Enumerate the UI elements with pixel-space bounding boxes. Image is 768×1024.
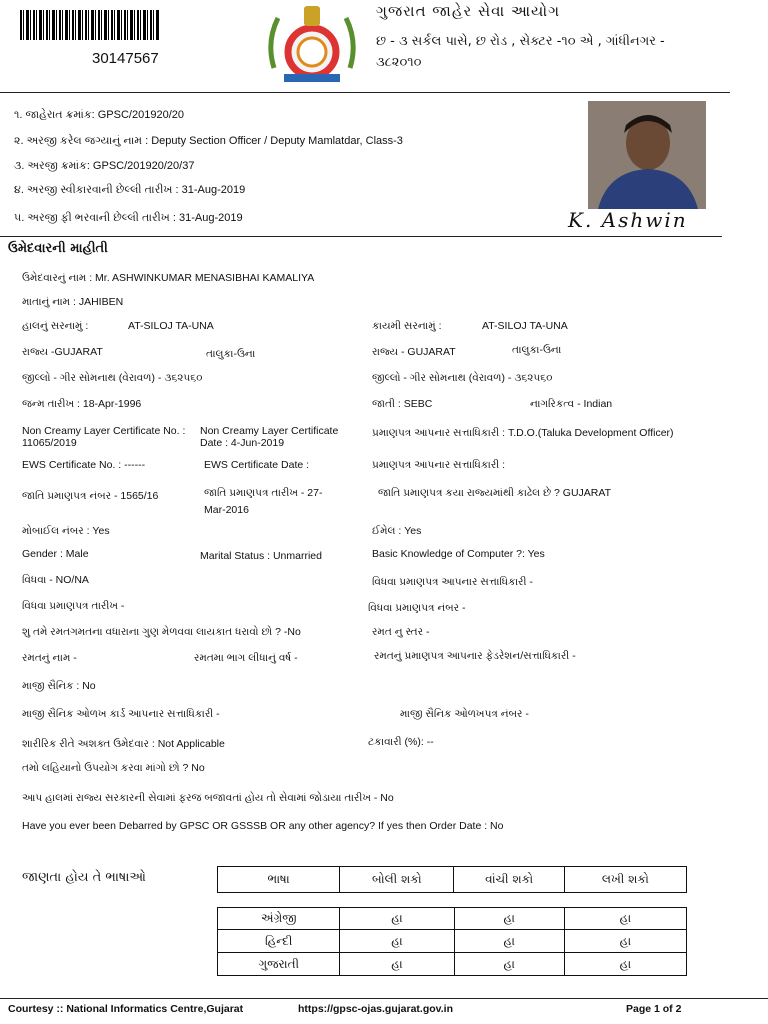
current-address-label: હાલનું સરનામું : — [22, 320, 89, 332]
can-speak: હા — [340, 930, 454, 953]
disability: શારીરિક રીતે અશક્ત ઉમેદવાર : Not Applicable — [22, 738, 225, 750]
org-address-line2: ૩૮૨૦૧૦ — [376, 55, 422, 70]
can-read: હા — [454, 953, 564, 976]
advert-no: ૧. જાહેરાત ક્રમાંક: GPSC/201920/20 — [14, 109, 184, 121]
caste-cert-no: જાતિ પ્રમાણપત્ર નંબર - 1565/16 — [22, 490, 159, 502]
languages-label: જાણતા હોય તે ભાષાઓ — [22, 870, 146, 885]
header-divider — [0, 92, 730, 93]
ex-serviceman: માજી સૈનિક : No — [22, 680, 96, 692]
govt-service-join-date: આપ હાલમાં રાજ્ય સરકારની સેવામાં ફરજ બજાવતાં હોય તો સેવામાં જોડાયા તારીખ - No — [22, 792, 394, 804]
candidate-signature: K. Ashwin — [568, 208, 688, 232]
current-taluka: તાલુકા-ઉના — [206, 348, 256, 360]
ex-serviceman-id-no: માજી સૈનિક ઓળખપત્ર નંબર - — [400, 708, 529, 720]
email: ઈમેલ : Yes — [372, 525, 422, 537]
scribe-required: તમો લહિયાનો ઉપયોગ કરવા માંગો છો ? No — [22, 762, 205, 774]
current-address: AT-SILOJ TA-UNA — [128, 320, 214, 332]
mobile: મોબાઈલ નંબર : Yes — [22, 525, 110, 537]
barcode-number: 30147567 — [92, 50, 159, 67]
footer-page-number: Page 1 of 2 — [626, 1003, 682, 1015]
last-date-fee: ૫. અરજી ફી ભરવાની છેલ્લી તારીખ : 31-Aug-2019 — [14, 212, 243, 224]
debarred-status: Have you ever been Debarred by GPSC OR GSSSB OR any other agency? If yes then Order Date : No — [22, 820, 504, 832]
nationality: નાગરિકત્વ - Indian — [530, 398, 613, 410]
org-name: ગુજરાત જાહેર સેવા આયોગ — [376, 2, 561, 20]
table-row — [218, 953, 687, 976]
header-can-read: વાંચી શકો — [454, 867, 564, 893]
sports-level: રમત નુ સ્તર - — [372, 626, 430, 638]
candidate-name: ઉમેદવારનું નામ : Mr. ASHWINKUMAR MENASIBHAI KAMALIYA — [22, 272, 315, 284]
widow-cert-authority: વિધવા પ્રમાણપત્ર આપનાર સત્તાધિકારી - — [372, 576, 533, 588]
post-name: ૨. અરજી કરેલ જગ્યાનું નામ : Deputy Section Officer / Deputy Mamlatdar, Class-3 — [14, 135, 403, 147]
ews-cert-date: EWS Certificate Date : — [204, 459, 310, 471]
widow: વિધવા - NO/NA — [22, 574, 89, 586]
can-speak: હા — [340, 953, 454, 976]
languages-table — [217, 907, 687, 976]
computer-knowledge: Basic Knowledge of Computer ?: Yes — [372, 548, 545, 560]
header-language: ભાષા — [218, 867, 340, 893]
ncl-cert-date-label: Non Creamy Layer Certificate — [200, 425, 339, 437]
permanent-district: જીલ્લો - ગીર સોમનાથ (વેરાવળ) - ૩૬૨૫૬૦ — [372, 372, 553, 384]
language-name: અંગ્રેજી — [218, 908, 340, 930]
sports-name: રમતનું નામ - — [22, 652, 77, 664]
barcode — [20, 10, 160, 40]
header-can-speak: બોલી શકો — [340, 867, 454, 893]
can-write: હા — [564, 908, 686, 930]
footer-courtesy: Courtesy :: National Informatics Centre,Gujarat — [8, 1003, 244, 1015]
table-row — [218, 908, 687, 930]
permanent-address-label: કાયમી સરનામું : — [372, 320, 442, 332]
ncl-cert-no-label: Non Creamy Layer Certificate No. : — [22, 425, 186, 437]
ncl-cert-authority: પ્રમાણપત્ર આપનાર સત્તાધિકારી : T.D.O.(Taluka Development Officer) — [372, 427, 674, 439]
section-title: ઉમેદવારની માહીતી — [8, 241, 108, 256]
sports-year: રમતમા ભાગ લીધાનું વર્ષ - — [194, 652, 298, 664]
language-name: હિન્દી — [218, 930, 340, 953]
header-can-write: લખી શકો — [564, 867, 686, 893]
gender: Gender : Male — [22, 548, 89, 560]
caste-cert-date-label: જાતિ પ્રમાણપત્ર તારીખ - 27- — [204, 487, 323, 499]
can-write: હા — [564, 953, 686, 976]
caste: જાતી : SEBC — [372, 398, 433, 410]
permanent-address: AT-SILOJ TA-UNA — [482, 320, 568, 332]
permanent-taluka: તાલુકા-ઉના — [512, 344, 562, 356]
footer-url[interactable]: https://gpsc-ojas.gujarat.gov.in — [298, 1003, 453, 1015]
can-read: હા — [454, 930, 564, 953]
section-divider — [0, 236, 722, 237]
disability-percent: ટકાવારી (%): -- — [368, 736, 434, 748]
caste-cert-state: જાતિ પ્રમાણપત્ર કયા રાજ્યમાંથી કાઢેલ છે ? GUJARAT — [378, 487, 612, 499]
ncl-cert-no: 11065/2019 — [22, 437, 77, 449]
can-read: હા — [454, 908, 564, 930]
table-row — [218, 930, 687, 953]
ncl-cert-date: Date : 4-Jun-2019 — [200, 437, 285, 449]
date-of-birth: જન્મ તારીખ : 18-Apr-1996 — [22, 398, 142, 410]
marital-status: Marital Status : Unmarried — [200, 550, 322, 562]
can-write: હા — [564, 930, 686, 953]
current-district: જીલ્લો - ગીર સોમનાથ (વેરાવળ) - ૩૬૨૫૬૦ — [22, 372, 203, 384]
last-date-apply: ૪. અરજી સ્વીકારવાની છેલ્લી તારીખ : 31-Aug-2019 — [14, 184, 246, 196]
current-state: રાજ્ય -GUJARAT — [22, 346, 103, 358]
caste-cert-date: Mar-2016 — [204, 504, 249, 516]
languages-header-table — [217, 866, 687, 893]
language-name: ગુજરાતી — [218, 953, 340, 976]
ews-cert-no: EWS Certificate No. : ------ — [22, 459, 146, 471]
widow-cert-date: વિધવા પ્રમાણપત્ર તારીખ - — [22, 600, 125, 612]
candidate-photo — [588, 101, 706, 209]
sports-eligibility: શુ તમે રમતગમતના વધારાના ગુણ મેળવવા લાયકાત ધરાવો છો ? -No — [22, 626, 301, 638]
ex-serviceman-id-authority: માજી સૈનિક ઓળખ કાર્ડ આપનાર સત્તાધિકારી - — [22, 708, 220, 720]
can-speak: હા — [340, 908, 454, 930]
gpsc-emblem-logo — [264, 2, 360, 86]
widow-cert-no: વિધવા પ્રમાણપત્ર નંબર - — [368, 602, 466, 614]
permanent-state: રાજ્ય - GUJARAT — [372, 346, 456, 358]
application-no: ૩. અરજી ક્રમાંક: GPSC/201920/20/37 — [14, 160, 195, 172]
mother-name: માતાનું નામ : JAHIBEN — [22, 296, 124, 308]
sports-authority: રમતનું પ્રમાણપત્ર આપનાર ફેડરેશન/સત્તાધિકારી - — [374, 650, 576, 662]
org-address-line1: છ - ૩ સર્કલ પાસે, છ રોડ , સેક્ટર -૧૦ એ , ગાંધીનગર - — [376, 34, 665, 49]
ews-cert-authority: પ્રમાણપત્ર આપનાર સત્તાધિકારી : — [372, 459, 506, 471]
footer-divider — [0, 998, 768, 999]
